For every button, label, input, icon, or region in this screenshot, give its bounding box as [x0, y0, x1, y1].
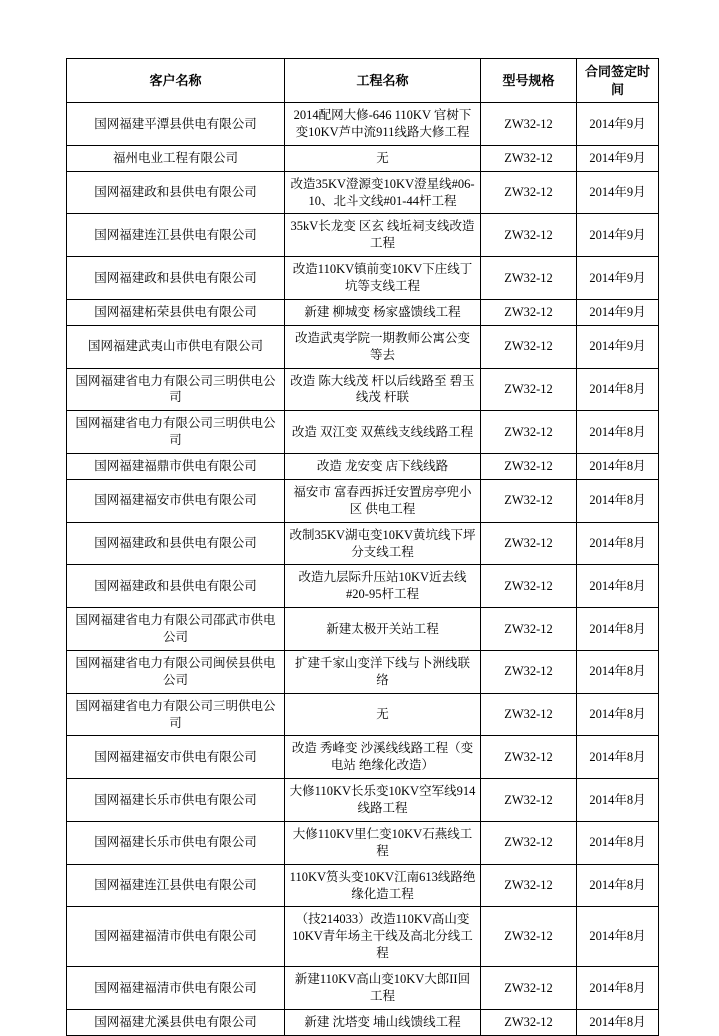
cell-model: ZW32-12 — [481, 779, 577, 822]
table-row — [67, 454, 659, 480]
cell-customer: 国网福建长乐市供电有限公司 — [67, 821, 285, 864]
cell-customer: 国网福建武夷山市供电有限公司 — [67, 325, 285, 368]
cell-date: 2014年8月 — [577, 736, 659, 779]
table-row — [67, 779, 659, 822]
cell-project: 2014配网大修-646 110KV 官树下变10KV芦中流911线路大修工程 — [285, 103, 481, 146]
cell-customer: 国网福建连江县供电有限公司 — [67, 214, 285, 257]
cell-project: 改造 龙安变 店下线线路 — [285, 454, 481, 480]
table-row — [67, 967, 659, 1010]
cell-customer: 国网福建柘荣县供电有限公司 — [67, 299, 285, 325]
cell-model: ZW32-12 — [481, 171, 577, 214]
cell-project: 改造九层际升压站10KV近去线#20-95杆工程 — [285, 565, 481, 608]
cell-project: 大修110KV里仁变10KV石燕线工程 — [285, 821, 481, 864]
cell-date: 2014年9月 — [577, 257, 659, 300]
cell-date: 2014年8月 — [577, 650, 659, 693]
cell-customer: 国网福建省电力有限公司邵武市供电公司 — [67, 608, 285, 651]
cell-customer: 国网福建连江县供电有限公司 — [67, 864, 285, 907]
cell-customer: 国网福建省电力有限公司三明供电公司 — [67, 368, 285, 411]
cell-project: 改制35KV湖屯变10KV黄坑线下坪分支线工程 — [285, 522, 481, 565]
cell-date: 2014年8月 — [577, 522, 659, 565]
cell-project: 改造 陈大线茂 杆以后线路至 碧玉线茂 杆联 — [285, 368, 481, 411]
cell-project: 新建110KV高山变10KV大郎II回工程 — [285, 967, 481, 1010]
table-row — [67, 608, 659, 651]
cell-model: ZW32-12 — [481, 1009, 577, 1035]
table-row — [67, 325, 659, 368]
cell-project: 改造35KV澄源变10KV澄星线#06-10、北斗文线#01-44杆工程 — [285, 171, 481, 214]
cell-date: 2014年8月 — [577, 967, 659, 1010]
table-row — [67, 103, 659, 146]
cell-model: ZW32-12 — [481, 257, 577, 300]
table-row — [67, 864, 659, 907]
cell-model: ZW32-12 — [481, 411, 577, 454]
cell-model: ZW32-12 — [481, 608, 577, 651]
cell-customer: 国网福建尤溪县供电有限公司 — [67, 1009, 285, 1035]
cell-model: ZW32-12 — [481, 145, 577, 171]
table-row — [67, 821, 659, 864]
cell-model: ZW32-12 — [481, 299, 577, 325]
cell-customer: 国网福建长乐市供电有限公司 — [67, 779, 285, 822]
cell-project: 新建太极开关站工程 — [285, 608, 481, 651]
table-row — [67, 693, 659, 736]
cell-date: 2014年8月 — [577, 479, 659, 522]
cell-date: 2014年8月 — [577, 454, 659, 480]
cell-project: 改造武夷学院一期教师公寓公变等去 — [285, 325, 481, 368]
cell-date: 2014年8月 — [577, 693, 659, 736]
cell-customer: 国网福建福安市供电有限公司 — [67, 479, 285, 522]
cell-customer: 国网福建福安市供电有限公司 — [67, 736, 285, 779]
cell-model: ZW32-12 — [481, 522, 577, 565]
cell-model: ZW32-12 — [481, 565, 577, 608]
cell-date: 2014年8月 — [577, 608, 659, 651]
table-row — [67, 214, 659, 257]
cell-date: 2014年8月 — [577, 779, 659, 822]
cell-project: 35kV长龙变 区玄 线坵祠支线改造工程 — [285, 214, 481, 257]
column-header-project: 工程名称 — [285, 59, 481, 103]
cell-date: 2014年9月 — [577, 214, 659, 257]
cell-customer: 国网福建省电力有限公司闽侯县供电公司 — [67, 650, 285, 693]
cell-model: ZW32-12 — [481, 736, 577, 779]
column-header-date: 合同签定时间 — [577, 59, 659, 103]
table-row — [67, 1009, 659, 1035]
cell-project: 改造110KV镇前变10KV下庄线丁坑等支线工程 — [285, 257, 481, 300]
cell-project: 福安市 富春西拆迁安置房亭兜小区 供电工程 — [285, 479, 481, 522]
table-row — [67, 650, 659, 693]
cell-model: ZW32-12 — [481, 650, 577, 693]
cell-project: （技214033）改造110KV高山变10KV青年场主干线及高北分线工程 — [285, 907, 481, 967]
table-row — [67, 368, 659, 411]
cell-date: 2014年8月 — [577, 864, 659, 907]
cell-model: ZW32-12 — [481, 479, 577, 522]
table-row — [67, 145, 659, 171]
cell-project: 扩建千家山变洋下线与卜洲线联络 — [285, 650, 481, 693]
cell-date: 2014年8月 — [577, 565, 659, 608]
table-row — [67, 907, 659, 967]
cell-customer: 国网福建平潭县供电有限公司 — [67, 103, 285, 146]
cell-model: ZW32-12 — [481, 907, 577, 967]
cell-project: 改造 双江变 双蕉线支线线路工程 — [285, 411, 481, 454]
cell-customer: 国网福建福清市供电有限公司 — [67, 907, 285, 967]
cell-project: 改造 秀峰变 沙溪线线路工程（变电站 绝缘化改造） — [285, 736, 481, 779]
cell-date: 2014年9月 — [577, 325, 659, 368]
cell-customer: 国网福建政和县供电有限公司 — [67, 522, 285, 565]
table-row — [67, 171, 659, 214]
cell-customer: 福州电业工程有限公司 — [67, 145, 285, 171]
cell-date: 2014年9月 — [577, 299, 659, 325]
cell-project: 无 — [285, 693, 481, 736]
cell-model: ZW32-12 — [481, 368, 577, 411]
cell-model: ZW32-12 — [481, 693, 577, 736]
cell-customer: 国网福建政和县供电有限公司 — [67, 565, 285, 608]
table-row — [67, 565, 659, 608]
cell-date: 2014年8月 — [577, 907, 659, 967]
cell-model: ZW32-12 — [481, 325, 577, 368]
cell-date: 2014年8月 — [577, 411, 659, 454]
table-header-row — [67, 59, 659, 103]
cell-date: 2014年9月 — [577, 103, 659, 146]
cell-project: 大修110KV长乐变10KV空军线914线路工程 — [285, 779, 481, 822]
cell-project: 新建 柳城变 杨家盛馈线工程 — [285, 299, 481, 325]
table-row — [67, 299, 659, 325]
cell-model: ZW32-12 — [481, 103, 577, 146]
contracts-table — [66, 58, 659, 1036]
column-header-model: 型号规格 — [481, 59, 577, 103]
cell-customer: 国网福建政和县供电有限公司 — [67, 171, 285, 214]
cell-model: ZW32-12 — [481, 864, 577, 907]
table-row — [67, 257, 659, 300]
cell-date: 2014年9月 — [577, 171, 659, 214]
cell-customer: 国网福建省电力有限公司三明供电公司 — [67, 411, 285, 454]
cell-customer: 国网福建政和县供电有限公司 — [67, 257, 285, 300]
cell-project: 新建 沈塔变 埔山线馈线工程 — [285, 1009, 481, 1035]
cell-customer: 国网福建福鼎市供电有限公司 — [67, 454, 285, 480]
cell-model: ZW32-12 — [481, 967, 577, 1010]
cell-model: ZW32-12 — [481, 214, 577, 257]
cell-date: 2014年8月 — [577, 368, 659, 411]
table-row — [67, 411, 659, 454]
column-header-customer: 客户名称 — [67, 59, 285, 103]
table-row — [67, 479, 659, 522]
cell-project: 110KV筼头变10KV江南613线路绝缘化造工程 — [285, 864, 481, 907]
cell-customer: 国网福建福清市供电有限公司 — [67, 967, 285, 1010]
cell-date: 2014年8月 — [577, 1009, 659, 1035]
table-row — [67, 736, 659, 779]
cell-date: 2014年9月 — [577, 145, 659, 171]
cell-customer: 国网福建省电力有限公司三明供电公司 — [67, 693, 285, 736]
cell-model: ZW32-12 — [481, 821, 577, 864]
cell-date: 2014年8月 — [577, 821, 659, 864]
cell-project: 无 — [285, 145, 481, 171]
table-row — [67, 522, 659, 565]
cell-model: ZW32-12 — [481, 454, 577, 480]
